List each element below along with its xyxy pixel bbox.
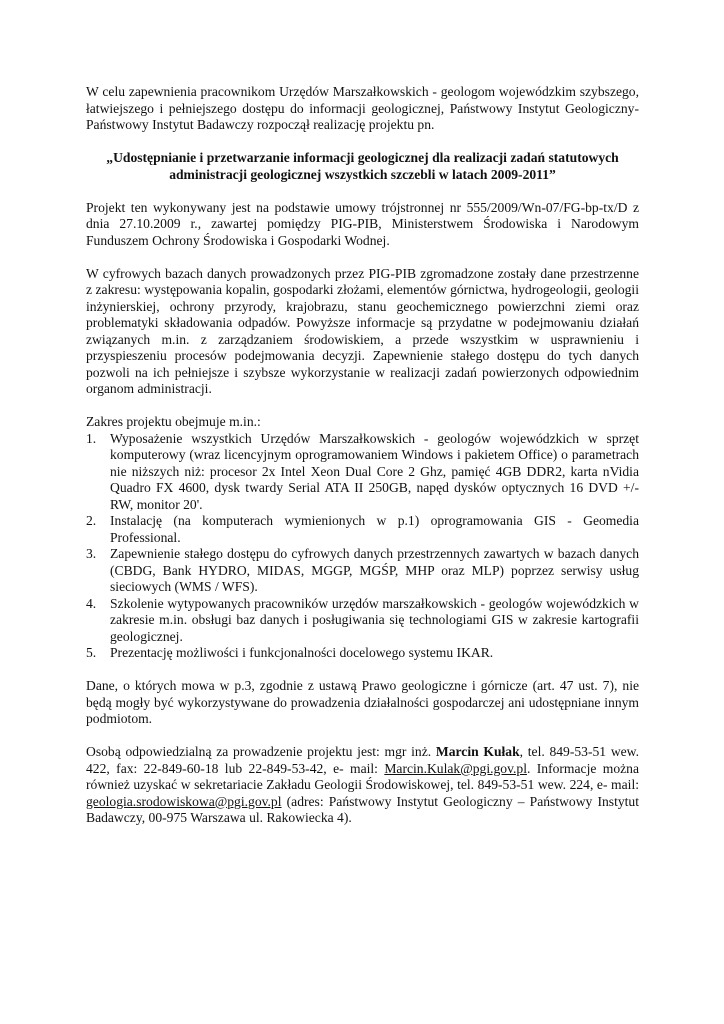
restriction-paragraph: Dane, o których mowa w p.3, zgodnie z ustawą Prawo geologiczne i górnicze (art. 47 ust. 7), nie będą mogły być wykorzystywane do prowadzenia działalności gospodarczej ani udostępniane innym podmiotom. [86,678,639,726]
list-item [86,431,639,514]
list-item [86,596,639,646]
list-item-text: Zapewnienie stałego dostępu do cyfrowych danych przestrzennych zawartych w bazach danych (CBDG, Bank HYDRO, MIDAS, MGGP, MGŚP, MHP oraz MLP) poprzez serwisy usług sieciowych (WMS / WFS). [110,546,639,594]
contact-person-name: Marcin Kułak [435,744,520,759]
list-item [86,645,639,662]
list-item-number: 2. [86,513,97,528]
list-item-text: Instalację (na komputerach wymienionych w p.1) oprogramowania GIS - Geomedia Professional. [110,513,639,545]
document-page [86,84,639,843]
list-item-number: 1. [86,430,97,446]
agreement-paragraph: Projekt ten wykonywany jest na podstawie umowy trójstronnej nr 555/2009/Wn-07/FG-bp-tx/D z dnia 27.10.2009 r., zawartej pomiędzy PIG-PIB, Ministerstwem Środowiska i Narodowym Funduszem Ochrony Środowiska i Gospodarki Wodnej. [86,199,639,248]
contact-text-2: , tel. 849-53-51 wew. 422, fax: 22-849-60-18 lub 22-849-53-42, e- mail: [86,744,639,776]
contact-text-4: (adres: Państwowy Instytut Geologiczny – Państwowy Instytut Badawczy, 00-975 Warszawa ul. Rakowiecka 4). [86,793,639,825]
list-item-number: 3. [86,546,97,561]
secretariat-email-link[interactable]: geologia.srodowiskowa@pgi.gov.pl [86,793,282,809]
scope-list [86,431,639,662]
list-item-text: Prezentację możliwości i funkcjonalności docelowego systemu IKAR. [110,645,494,660]
contact-email-link[interactable]: Marcin.Kulak@pgi.gov.pl [384,760,527,776]
list-item-text: Szkolenie wytypowanych pracowników urzędów marszałkowskich - geologów wojewódzkich w zakresie m.in. obsługi baz danych i posługiwania się technologiami GIS w zakresie kartografii geologicznej. [110,595,639,644]
databases-paragraph: W cyfrowych bazach danych prowadzonych przez PIG-PIB zgromadzone zostały dane przestrzenne z zakresu: występowania kopalin, gospodarki złożami, elementów górnictwa, hydrogeologii, geologii inżynierskiej, ochrony przyrody, krajobrazu, stanu geochemicznego powierzchni ziemi oraz problematyki składowania odpadów. Powyższe informacje są przydatne w podejmowaniu działań związanych m.in. z zarządzaniem środowiskiem, a przede wszystkim w usprawnieniu i przyspieszeniu procesów podejmowania decyzji. Zapewnienie stałego dostępu do tych danych pozwoli na ich pełniejsze i szybsze wykorzystanie w realizacji zadań powierzonych odpowiednim organom administracji. [86,265,639,396]
contact-paragraph [86,744,639,827]
list-item [86,546,639,596]
list-item-number: 5. [86,645,97,660]
list-item-number: 4. [86,595,97,611]
list-item [86,513,639,546]
intro-paragraph: W celu zapewnienia pracownikom Urzędów Marszałkowskich - geologom wojewódzkim szybszego, łatwiejszego i pełniejszego dostępu do informacji geologicznej, Państwowy Instytut Geologiczny-Państwowy Instytut Badawczy rozpoczął realizację projektu pn. [86,84,639,132]
project-title: „Udostępnianie i przetwarzanie informacji geologicznej dla realizacji zadań statutowych administracji geologicznej wszystkich szczebli w latach 2009-2011” [106,150,619,182]
scope-heading: Zakres projektu obejmuje m.in.: [86,414,261,429]
list-item-text: Wyposażenie wszystkich Urzędów Marszałkowskich - geologów wojewódzkich w sprzęt komputerowy (wraz licencyjnym oprogramowaniem Windows i pakietem Office) o parametrach nie niższych niż: procesor 2x Intel Xeon Dual Core 2 Ghz, pamięć 4GB DDR2, karta nVidia Quadro FX 4600, dysk twardy Serial ATA II 250GB, napęd dysków optycznych 16 DVD +/- RW, monitor 20'. [110,430,639,512]
contact-text-3: . Informacje można również uzyskać w sekretariacie Zakładu Geologii Środowiskowej, tel. 849-53-51 wew. 224, e- mail: [86,760,639,792]
contact-text-1: Osobą odpowiedzialną za prowadzenie projektu jest: mgr inż. [86,744,436,759]
